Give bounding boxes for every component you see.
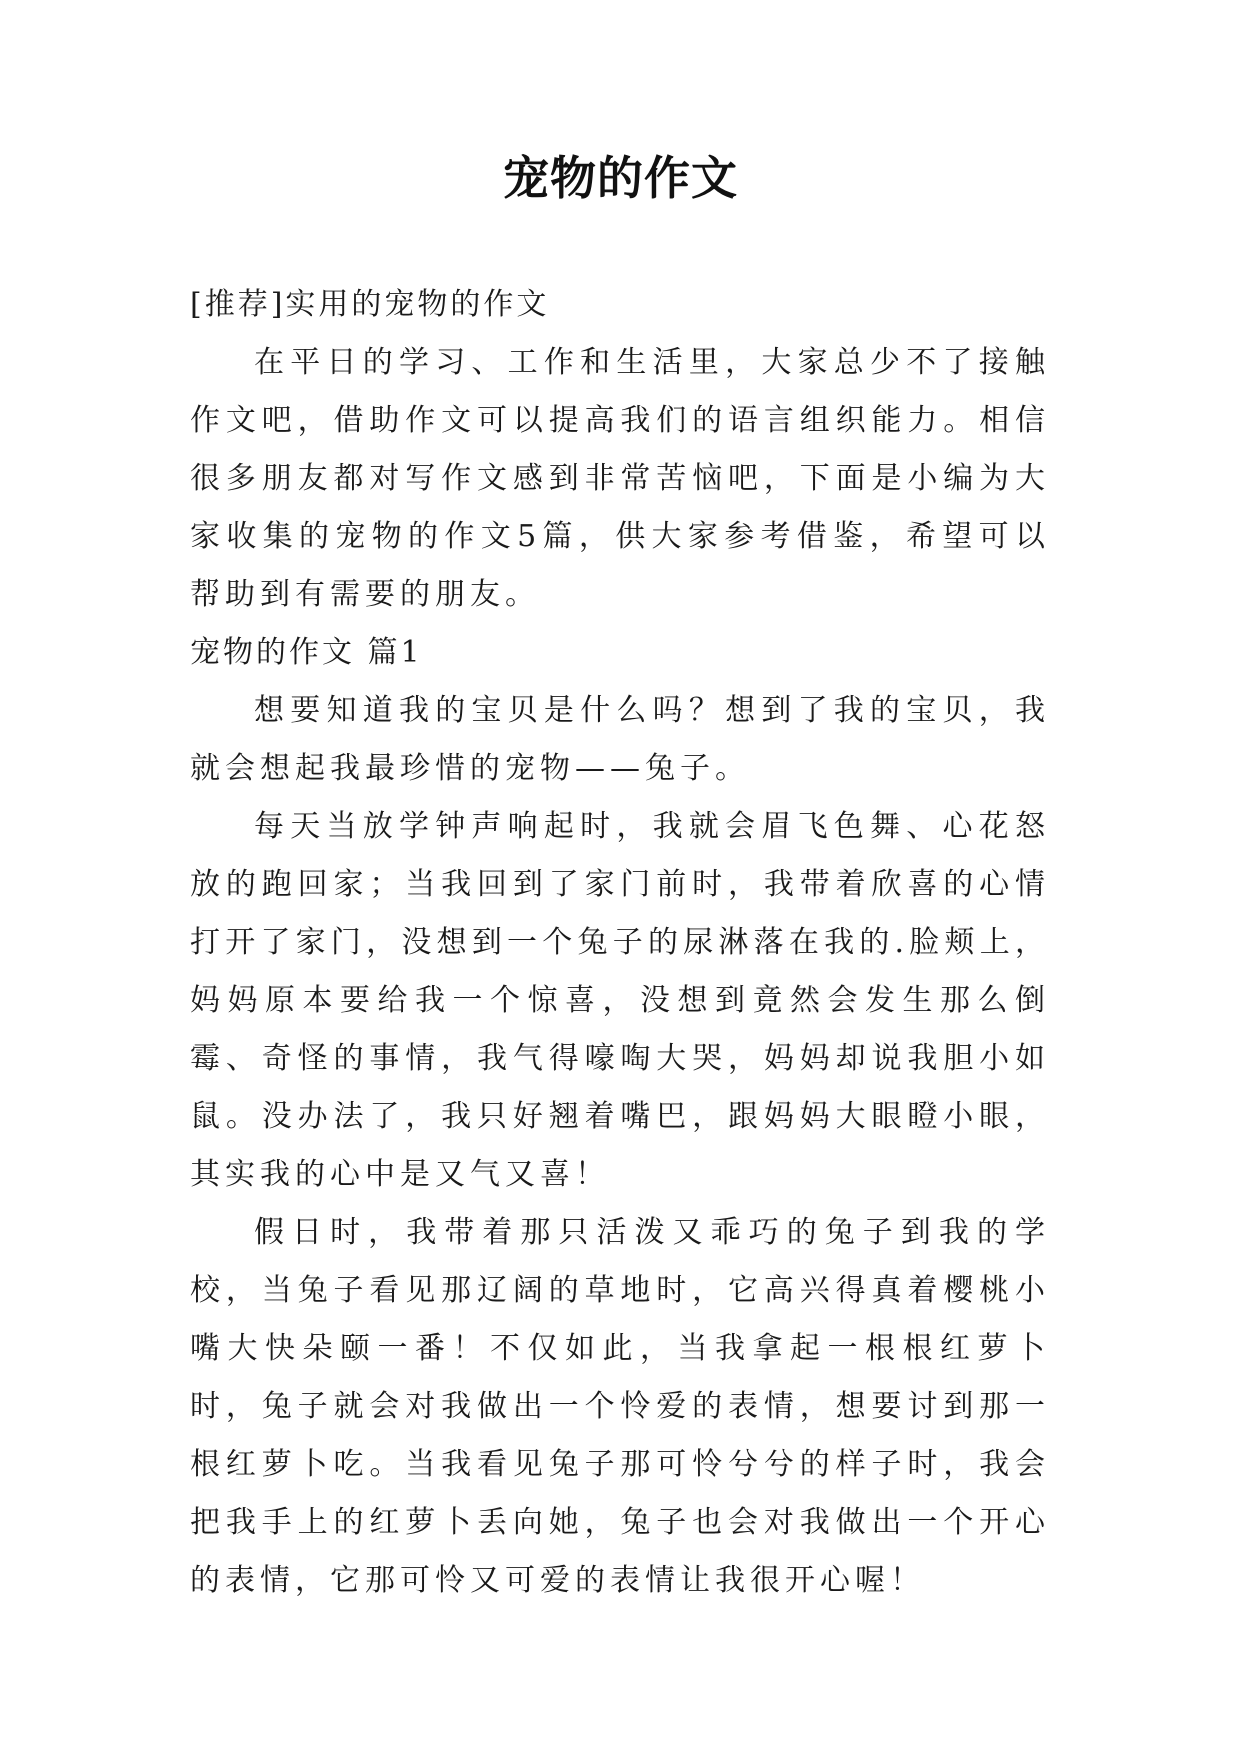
intro-paragraph: 在平日的学习、工作和生活里，大家总少不了接触作文吧，借助作文可以提高我们的语言组织能力。相信很多朋友都对写作文感到非常苦恼吧，下面是小编为大家收集的宠物的作文5篇，供大家参考借鉴，希望可以帮助到有需要的朋友。	[190, 345, 1050, 612]
section-heading: 宠物的作文 篇1	[190, 635, 423, 670]
body-paragraph: 每天当放学钟声响起时，我就会眉飞色舞、心花怒放的跑回家；当我回到了家门前时，我带着欣喜的心情打开了家门，没想到一个兔子的尿淋落在我的.脸颊上，妈妈原本要给我一个惊喜，没想到竟然会发生那么倒霉、奇怪的事情，我气得嚎啕大哭，妈妈却说我胆小如鼠。没办法了，我只好翘着嘴巴，跟妈妈大眼瞪小眼，其实我的心中是又气又喜！	[190, 809, 1050, 1192]
body-paragraph: 假日时，我带着那只活泼又乖巧的兔子到我的学校，当兔子看见那辽阔的草地时，它高兴得真着樱桃小嘴大快朵颐一番！不仅如此，当我拿起一根根红萝卜时，兔子就会对我做出一个怜爱的表情，想要讨到那一根红萝卜吃。当我看见兔子那可怜兮兮的样子时，我会把我手上的红萝卜丢向她，兔子也会对我做出一个开心的表情，它那可怜又可爱的表情让我很开心喔！	[190, 1215, 1050, 1598]
document-title: 宠物的作文	[503, 151, 738, 205]
document-body	[190, 276, 1050, 1610]
document-subtitle: [推荐]实用的宠物的作文	[190, 287, 550, 322]
body-paragraph: 想要知道我的宝贝是什么吗？想到了我的宝贝，我就会想起我最珍惜的宠物——兔子。	[190, 693, 1050, 786]
